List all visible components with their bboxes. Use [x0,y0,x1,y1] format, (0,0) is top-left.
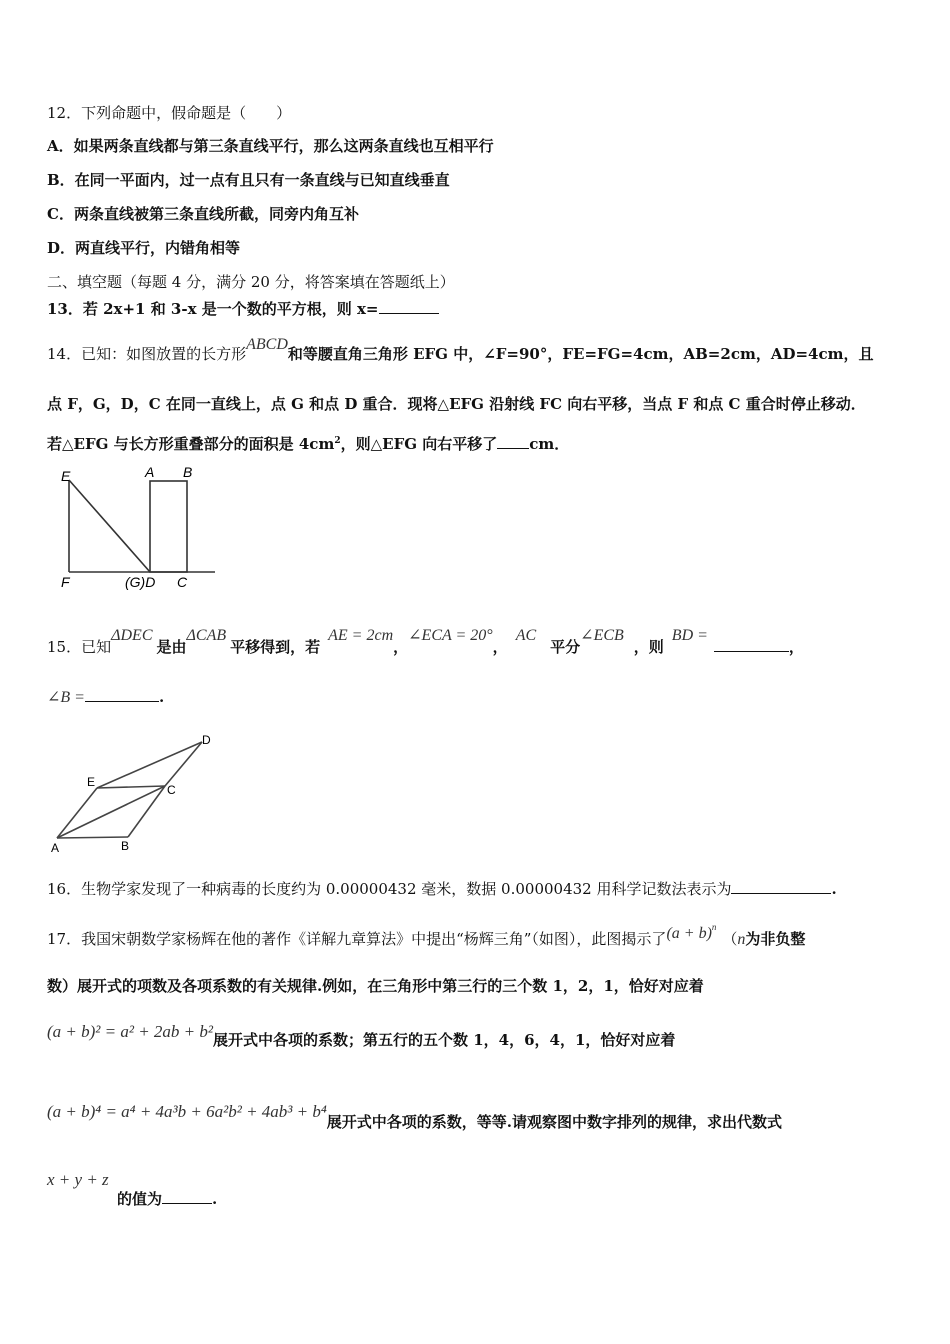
q15-text4: ，则 [633,638,664,656]
q17-line1a: 17．我国宋朝数学家杨辉在他的著作《详解九章算法》中提出“杨辉三角”（如图），此图揭示了 [47,930,667,948]
q12-option-c: C．两条直线被第三条直线所截，同旁内角互补 [47,205,359,223]
q15-fig-edge-ed [97,742,202,788]
q17-math-fourth: (a + b)⁴ = a⁴ + 4a³b + 6a²b² + 4ab³ + b⁴ [47,1102,327,1121]
q15-label-a: A [51,841,60,855]
q14-label-c: C [177,574,188,590]
q15-fig-edge-cd [165,742,202,786]
q17-line1 [47,922,806,950]
q14-label-e: E [61,468,71,484]
q13-answer-blank [379,298,439,314]
q17-math-square: (a + b)² = a² + 2ab + b² [47,1022,213,1041]
q17-line4-text: 展开式中各项的系数，等等.请观察图中数字排列的规律，求出代数式 [326,1113,783,1131]
q15-bd-blank [714,636,789,652]
q13 [47,298,439,319]
q16 [47,878,837,899]
q17-line1b: （ [722,930,738,948]
q14-rest1: 和等腰直角三角形 EFG 中，∠F=90°，FE=FG=4cm，AB=2cm，AD=4cm，且 [287,345,874,363]
q14-fig-rectangle [150,481,187,572]
q15-comma1: ， [393,638,409,656]
q15-line1 [47,627,804,658]
q14-fig-edge-eg [69,480,150,572]
q15-period: . [158,688,165,706]
q12-option-a: A．如果两条直线都与第三条直线平行，那么这两条直线也互相平行 [47,137,494,155]
q15-math-ac: AC [515,627,537,644]
q17-math-n-sup: n [711,922,717,932]
q14-line3b: ，则△EFG 向右平移了 [340,435,498,453]
q15-math-cab: ΔCAB [186,627,227,644]
q14-line3 [47,431,569,454]
q14-line2: 点 F，G，D，C 在同一直线上，点 G 和点 D 重合．现将△EFG 沿射线 FC 向右平移，当点 F 和点 C 重合时停止移动． [47,395,866,413]
q15-b-blank [85,686,159,702]
q15-math-b: ∠B = [47,689,85,706]
q15-line2 [47,686,164,708]
q15-text2: 平移得到，若 [230,638,321,656]
q12-stem: 12．下列命题中，假命题是（ ） [47,104,292,122]
q17-line2: 数）展开式的项数及各项系数的有关规律.例如，在三角形中第三行的三个数 1，2，1，恰好对应着 [47,977,704,995]
q15-num: 15．已知 [47,638,112,656]
q15-math-dec: ΔDEC [111,627,153,644]
q14-sup2: 2 [334,436,341,446]
q14-line3c: cm． [529,435,570,453]
q14-line3a: 若△EFG 与长方形重叠部分的面积是 4cm [47,435,335,453]
q17-math-xyz: x + y + z [47,1170,109,1189]
q15-math-ecb: ∠ECB [580,627,624,644]
q15-label-e: E [87,775,96,789]
q14-label-a: A [145,464,155,480]
q16-answer-blank [731,878,831,894]
q13-text: 13．若 2x+1 和 3-x 是一个数的平方根，则 x= [47,300,379,318]
q17-line3 [47,1022,676,1050]
section-heading: 二、填空题（每题 4 分，满分 20 分，将答案填在答题纸上） [47,273,455,291]
q15-text3: 平分 [550,638,581,656]
q15-label-b: B [121,839,130,853]
q14-label-b: B [183,464,193,480]
q14-line1 [47,336,874,365]
q17-answer-blank [162,1188,212,1204]
q17-line5 [117,1188,217,1209]
q15-text1: 是由 [156,638,187,656]
q14-label-f: F [61,574,70,590]
q15-fig-edge-ae [57,788,97,838]
q15-fig-edge-bc [128,786,165,837]
q14-answer-blank [497,433,529,449]
q15-comma3: ， [788,638,804,656]
q15-label-c: C [167,783,176,797]
q14-num: 14．已知：如图放置的长方形 [47,345,247,363]
q14-math-abcd: ABCD [246,336,288,353]
q14-label-gd: (G)D [125,574,156,590]
q15-fig-edge-ec [97,786,165,788]
q15-figure [45,730,225,860]
q17-line4 [47,1102,783,1132]
q16-text: 16．生物学家发现了一种病毒的长度约为 0.00000432 毫米，数据 0.00000432 用科学记数法表示为 [47,880,732,898]
q17-line5-text: 的值为 [117,1190,163,1208]
q15-comma2: ， [492,638,508,656]
q15-fig-edge-ab [57,837,128,838]
q15-label-d: D [202,733,211,747]
q17-math-n: n [737,931,746,948]
q17-line1c: 为非负整 [745,930,806,948]
q16-end: . [831,880,837,898]
q15-fig-edge-ac [57,786,165,838]
q17-line5-end: . [212,1190,218,1208]
q17-math-abn: (a + b) [666,925,712,942]
q12-option-d: D．两直线平行，内错角相等 [47,239,241,257]
q15-math-eca: ∠ECA = 20° [408,627,493,644]
q15-math-bd: BD = [671,627,708,644]
q15-math-ae: AE = 2cm [328,627,394,644]
q14-figure [55,460,225,592]
q12-option-b: B．在同一平面内，过一点有且只有一条直线与已知直线垂直 [47,171,450,189]
q17-line3-text: 展开式中各项的系数；第五行的五个数 1，4，6，4，1，恰好对应着 [213,1031,676,1049]
